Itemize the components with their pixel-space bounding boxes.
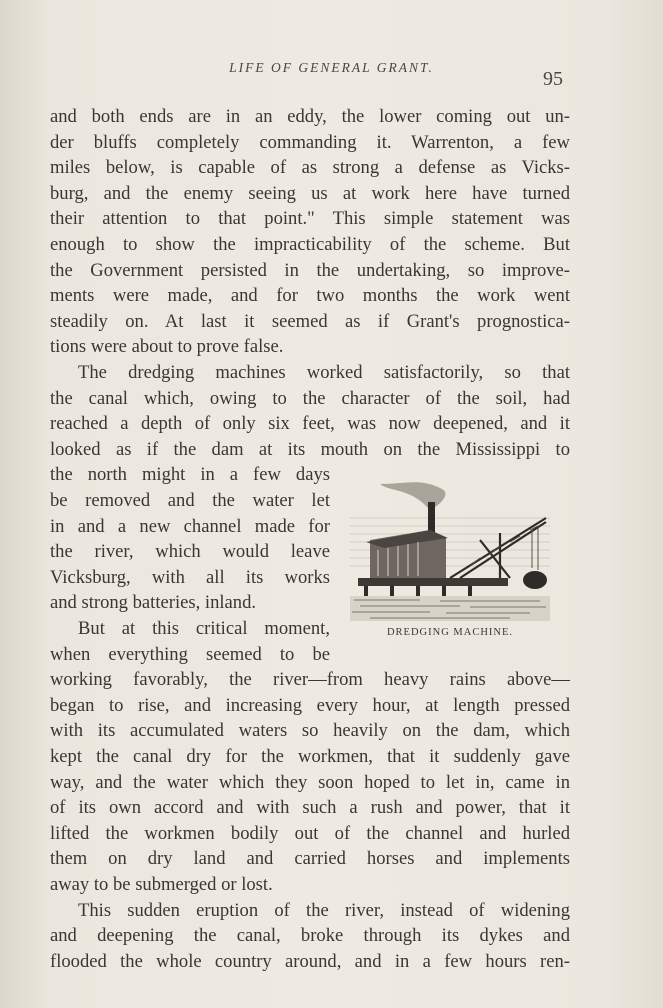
text-line: This sudden eruption of the river, instead of widening	[78, 899, 570, 921]
text-line: ments were made, and for two months the work went	[50, 285, 570, 307]
text-line: But at this critical moment,	[78, 618, 330, 639]
text-line: and deepening the canal, broke through its dykes and	[50, 925, 570, 947]
text-line: Vicksburg, with all its works	[50, 566, 330, 588]
dredging-machine-illustration	[350, 478, 550, 621]
text-line: be removed and the water let	[50, 490, 330, 511]
text-line: of its own accord and with such a rush and power, that it	[50, 797, 570, 819]
text-line: and both ends are in an eddy, the lower coming out un-	[50, 106, 570, 127]
text-line: working favorably, the river—from heavy rains above—	[50, 669, 570, 691]
text-line: and strong batteries, inland.	[50, 592, 257, 614]
text-line: in and a new channel made for	[50, 515, 330, 537]
text-line: the Government persisted in the undertaking, so improve-	[50, 259, 570, 281]
text-line: reached a depth of only six feet, was now deepened, and it	[50, 413, 570, 435]
page-number: 95	[543, 68, 563, 90]
text-line: when everything seemed to be	[50, 643, 330, 665]
text-line: looked as if the dam at its mouth on the Mississippi to	[50, 438, 570, 460]
text-line: The dredging machines worked satisfactorily, so that	[78, 362, 570, 383]
text-line: der bluffs completely commanding it. Warrenton, a few	[50, 131, 570, 153]
text-line: tions were about to prove false.	[50, 336, 284, 358]
text-line: kept the canal dry for the workmen, that it suddenly gave	[50, 746, 570, 767]
text-line: burg, and the enemy seeing us at work here have turned	[50, 182, 570, 204]
text-line: the canal which, owing to the character of the soil, had	[50, 387, 570, 409]
text-line: enough to show the impracticability of the scheme. But	[50, 234, 570, 255]
text-line: steadily on. At last it seemed as if Grant's prognostica-	[50, 310, 570, 332]
text-line: the north might in a few days	[50, 464, 330, 486]
running-head: LIFE OF GENERAL GRANT.	[229, 60, 434, 75]
text-line: their attention to that point." This simple statement was	[50, 208, 570, 230]
text-line: away to be submerged or lost.	[50, 874, 273, 895]
text-line: lifted the workmen bodily out of the channel and hurled	[50, 822, 570, 844]
text-line: miles below, is capable of as strong a defense as Vicks-	[50, 157, 570, 179]
text-line: the river, which would leave	[50, 541, 330, 563]
text-line: with its accumulated waters so heavily on the dam, which	[50, 720, 570, 742]
text-line: them on dry land and carried horses and implements	[50, 848, 570, 870]
text-line: began to rise, and increasing every hour, at length pressed	[50, 694, 570, 716]
figure-caption: DREDGING MACHINE.	[386, 627, 514, 638]
text-line: flooded the whole country around, and in a few hours ren-	[50, 950, 570, 972]
text-line: way, and the water which they soon hoped to let in, came in	[50, 771, 570, 793]
